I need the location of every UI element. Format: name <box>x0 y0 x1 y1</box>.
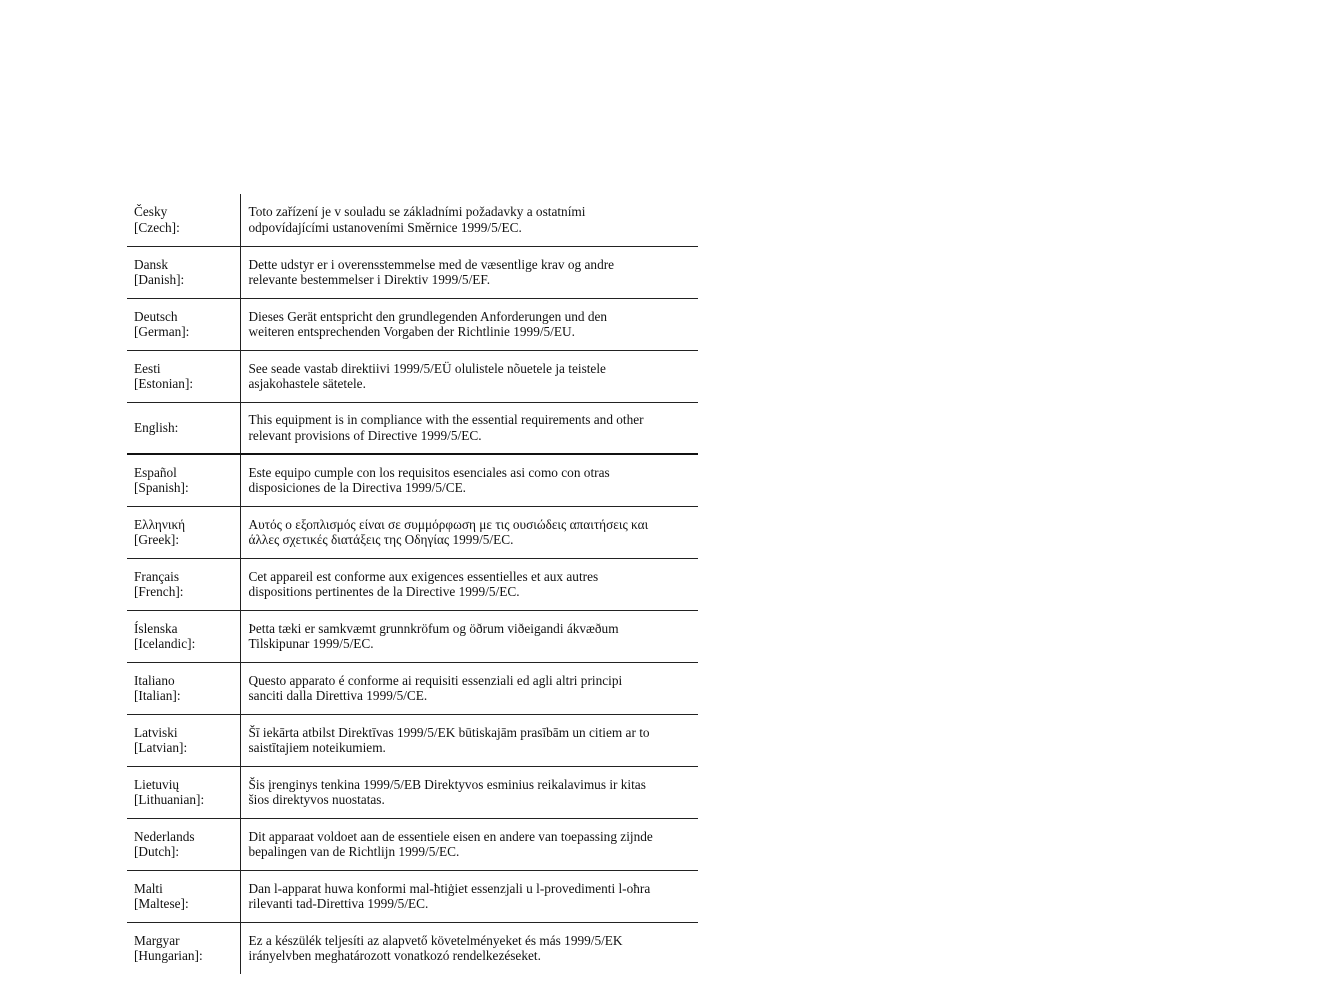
statement-line: asjakohastele sätetele. <box>248 376 366 391</box>
language-name: Íslenska <box>134 620 178 636</box>
statement-cell <box>240 194 698 246</box>
language-cell <box>127 246 240 298</box>
statement-cell <box>240 454 698 506</box>
statement-cell <box>240 870 698 922</box>
language-name: Lietuvių <box>134 776 180 792</box>
statement-line: Dette udstyr er i overensstemmelse med de væsentlige krav og andre <box>248 256 615 272</box>
language-cell <box>127 454 240 506</box>
statement-line: disposiciones de la Directiva 1999/5/CE. <box>248 480 467 496</box>
language-name: [Estonian]: <box>134 376 194 391</box>
table-row <box>127 402 698 454</box>
statement-line: άλλες σχετικές διατάξεις της Οδηγίας 1999/5/EC. <box>248 532 514 547</box>
language-name: Nederlands <box>134 828 195 844</box>
table-row <box>127 766 698 818</box>
statement-line: rilevanti tad-Direttiva 1999/5/EC. <box>248 896 429 911</box>
language-name: Česky <box>134 204 168 220</box>
statement-cell <box>240 350 698 402</box>
table-row <box>127 506 698 558</box>
statement-cell <box>240 818 698 870</box>
statement-line: Þetta tæki er samkvæmt grunnkröfum og öðrum viðeigandi ákvæðum <box>248 620 619 636</box>
statement-cell <box>240 662 698 714</box>
statement-line: weiteren entsprechenden Vorgaben der Richtlinie 1999/5/EU. <box>248 324 575 339</box>
language-cell <box>127 350 240 402</box>
table-row <box>127 558 698 610</box>
language-name: [Greek]: <box>134 532 180 547</box>
language-name: English: <box>134 420 179 435</box>
statement-line: See seade vastab direktiivi 1999/5/EÜ olulistele nõuetele ja teistele <box>248 360 606 376</box>
statement-line: odpovídajícími ustanoveními Směrnice 1999/5/EC. <box>248 219 522 235</box>
compliance-table <box>127 194 698 974</box>
statement-line: sanciti dalla Direttiva 1999/5/CE. <box>248 688 428 703</box>
language-name: Deutsch <box>134 308 178 324</box>
language-name: Margyar <box>134 932 180 948</box>
language-name: Español <box>134 464 177 480</box>
table-row <box>127 246 698 298</box>
statement-cell <box>240 246 698 298</box>
statement-line: Šī iekārta atbilst Direktīvas 1999/5/EK būtiskajām prasībām un citiem ar to <box>248 724 650 740</box>
language-name: [Hungarian]: <box>134 948 203 964</box>
language-cell <box>127 298 240 350</box>
statement-line: šios direktyvos nuostatas. <box>248 792 385 807</box>
table-row <box>127 298 698 350</box>
language-name: Malti <box>134 880 163 896</box>
language-name: [German]: <box>134 324 190 339</box>
table-row <box>127 662 698 714</box>
language-name: Latviski <box>134 724 178 740</box>
language-cell <box>127 610 240 662</box>
table-row <box>127 610 698 662</box>
language-name: [Italian]: <box>134 688 181 703</box>
language-name: [French]: <box>134 584 184 599</box>
statement-line: Dit apparaat voldoet aan de essentiele eisen en andere van toepassing zijnde <box>248 828 653 844</box>
table-row <box>127 194 698 246</box>
language-cell <box>127 870 240 922</box>
compliance-table-body <box>127 194 698 974</box>
language-cell <box>127 818 240 870</box>
language-name: [Latvian]: <box>134 740 188 755</box>
language-cell <box>127 194 240 246</box>
language-name: [Icelandic]: <box>134 636 196 651</box>
language-name: Eesti <box>134 360 161 376</box>
statement-cell <box>240 402 698 454</box>
language-name: Dansk <box>134 256 168 272</box>
language-name: [Maltese]: <box>134 896 189 911</box>
statement-line: This equipment is in compliance with the essential requirements and other <box>248 412 644 428</box>
table-row <box>127 350 698 402</box>
statement-line: irányelvben meghatározott vonatkozó rendelkezéseket. <box>248 948 541 964</box>
statement-line: Šis įrenginys tenkina 1999/5/EB Direktyvos esminius reikalavimus ir kitas <box>248 776 646 792</box>
statement-cell <box>240 610 698 662</box>
table-row <box>127 922 698 974</box>
statement-line: Cet appareil est conforme aux exigences essentielles et aux autres <box>248 568 599 584</box>
language-cell <box>127 558 240 610</box>
statement-line: bepalingen van de Richtlijn 1999/5/EC. <box>248 844 460 859</box>
language-cell <box>127 662 240 714</box>
statement-line: relevant provisions of Directive 1999/5/EC. <box>248 427 482 443</box>
table-row <box>127 870 698 922</box>
table-row <box>127 454 698 506</box>
statement-line: dispositions pertinentes de la Directive 1999/5/EC. <box>248 584 520 599</box>
statement-cell <box>240 298 698 350</box>
language-name: [Czech]: <box>134 219 180 235</box>
language-cell <box>127 922 240 974</box>
statement-line: Este equipo cumple con los requisitos esenciales asi como con otras <box>248 464 610 480</box>
statement-cell <box>240 714 698 766</box>
language-name: [Danish]: <box>134 272 185 287</box>
statement-line: saistītajiem noteikumiem. <box>248 740 386 755</box>
statement-cell <box>240 558 698 610</box>
language-cell <box>127 506 240 558</box>
statement-line: Dan l-apparat huwa konformi mal-ħtiġiet essenzjali u l-provedimenti l-oħra <box>248 880 651 896</box>
statement-line: Dieses Gerät entspricht den grundlegenden Anforderungen und den <box>248 308 608 324</box>
language-name: Ελληνική <box>134 516 186 532</box>
table-row <box>127 818 698 870</box>
statement-line: Ez a készülék teljesíti az alapvető követelményeket és más 1999/5/EK <box>248 932 623 948</box>
statement-line: Questo apparato é conforme ai requisiti essenziali ed agli altri principi <box>248 672 623 688</box>
language-name: [Dutch]: <box>134 844 180 859</box>
language-name: Français <box>134 568 180 584</box>
statement-line: Tilskipunar 1999/5/EC. <box>248 636 374 651</box>
statement-line: Αυτός ο εξοπλισμός είναι σε συμμόρφωση με τις ουσιώδεις απαιτήσεις και <box>248 516 649 532</box>
table-row <box>127 714 698 766</box>
language-cell <box>127 714 240 766</box>
language-name: [Spanish]: <box>134 480 189 496</box>
statement-line: Toto zařízení je v souladu se základními požadavky a ostatními <box>248 204 586 220</box>
statement-line: relevante bestemmelser i Direktiv 1999/5/EF. <box>248 272 491 287</box>
statement-cell <box>240 506 698 558</box>
language-cell <box>127 766 240 818</box>
statement-cell <box>240 766 698 818</box>
language-cell <box>127 402 240 454</box>
statement-cell <box>240 922 698 974</box>
language-name: Italiano <box>134 672 175 688</box>
language-name: [Lithuanian]: <box>134 792 205 807</box>
